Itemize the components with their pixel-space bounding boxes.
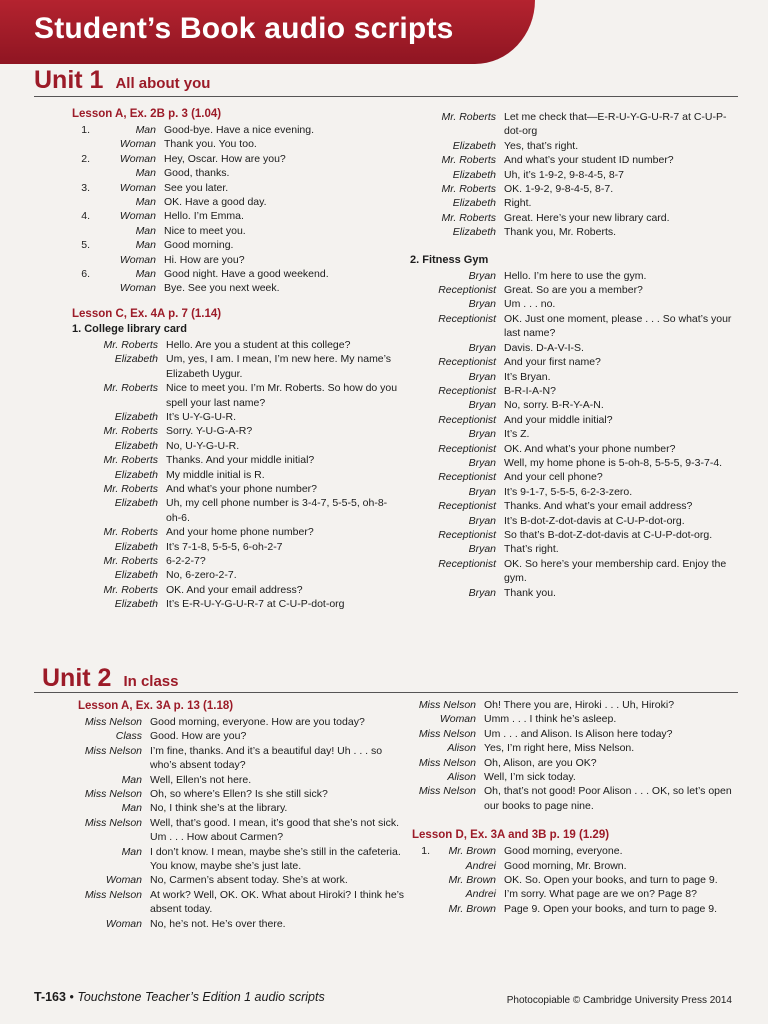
- speaker: Man: [121, 773, 142, 786]
- utterance: Yes, that’s right.: [504, 139, 579, 152]
- speaker: Bryan: [468, 298, 496, 311]
- dialogue-line: [78, 729, 408, 743]
- speaker: Mr. Roberts: [103, 425, 158, 438]
- utterance: And your cell phone?: [504, 471, 603, 484]
- dialogue-line: [72, 424, 402, 438]
- speaker: Man: [135, 167, 156, 180]
- dialogue-line: [78, 873, 408, 887]
- utterance: Good morning, Mr. Brown.: [504, 859, 627, 872]
- dialogue-line: [410, 456, 740, 470]
- unit1-number: Unit 1: [34, 66, 104, 94]
- dialogue-line: [412, 741, 742, 755]
- line-number: [412, 902, 432, 916]
- speaker: Woman: [105, 874, 142, 887]
- utterance: Thanks. And your middle initial?: [166, 454, 315, 467]
- dialogue-line: [72, 496, 402, 525]
- dialogue-line: [410, 312, 740, 341]
- dialogue-line: [78, 773, 408, 787]
- dialogue-line: [410, 586, 740, 600]
- utterance: Well, that’s good. I mean, it’s good that she’s not sick. Um . . . How about Carmen?: [150, 816, 400, 844]
- dialogue-line: [72, 597, 402, 611]
- dialogue-line: [78, 801, 408, 815]
- utterance: Um, yes, I am. I mean, I’m new here. My name’s Elizabeth Uygur.: [166, 353, 392, 380]
- unit1-title: All about you: [115, 75, 211, 92]
- unit1-right-column: [410, 110, 740, 600]
- speaker: Woman: [119, 253, 156, 266]
- speaker: Bryan: [468, 269, 496, 282]
- dialogue-u2-lessonD: [412, 844, 742, 916]
- dialogue-line: [72, 238, 402, 252]
- dialogue-line: [72, 554, 402, 568]
- dialogue-line: [412, 727, 742, 741]
- dialogue-line: [412, 784, 742, 813]
- dialogue-line: [410, 485, 740, 499]
- utterance: Thank you.: [504, 586, 556, 599]
- speaker: Bryan: [468, 428, 496, 441]
- footer-left: [34, 990, 325, 1004]
- speaker: Mr. Roberts: [103, 382, 158, 395]
- utterance: Good, thanks.: [164, 167, 230, 180]
- speaker: Man: [135, 268, 156, 281]
- dialogue-line: [72, 482, 402, 496]
- speaker: Receptionist: [438, 384, 496, 397]
- dialogue-line: [78, 816, 408, 845]
- line-number: [412, 873, 432, 887]
- book-title: Touchstone Teacher’s Edition 1 audio scripts: [77, 990, 325, 1004]
- utterance: No, U-Y-G-U-R.: [166, 439, 240, 452]
- dialogue-line: [72, 181, 402, 195]
- dialogue-line: [412, 844, 742, 858]
- line-number: 1.: [421, 845, 430, 858]
- utterance: Great. So are you a member?: [504, 284, 643, 297]
- utterance: Good. How are you?: [150, 730, 247, 743]
- speaker: Elizabeth: [114, 439, 158, 452]
- dialogue-line: [410, 470, 740, 484]
- unit2-right-column: [412, 698, 742, 916]
- utterance: Umm . . . I think he’s asleep.: [484, 713, 617, 726]
- dialogue-line: [72, 381, 402, 410]
- line-number: 6.: [81, 268, 90, 281]
- unit2-number: Unit 2: [42, 664, 112, 692]
- utterance: I’m fine, thanks. And it’s a beautiful day! Uh . . . so who’s absent today?: [150, 744, 383, 772]
- speaker: Alison: [447, 771, 476, 784]
- speaker: Elizabeth: [114, 468, 158, 481]
- speaker: Elizabeth: [114, 569, 158, 582]
- speaker: Elizabeth: [114, 497, 158, 510]
- utterance: Nice to meet you. I’m Mr. Roberts. So how do you spell your last name?: [166, 382, 398, 409]
- dialogue-line: [410, 283, 740, 297]
- speaker: Man: [121, 845, 142, 858]
- utterance: I’m sorry. What page are we on? Page 8?: [504, 888, 697, 901]
- utterance: Uh, it’s 1-9-2, 9-8-4-5, 8-7: [504, 168, 625, 181]
- dialogue-line: [72, 166, 402, 180]
- utterance: Good morning, everyone.: [504, 845, 623, 858]
- utterance: Let me check that—E-R-U-Y-G-U-R-7 at C-U-P-dot-org: [504, 111, 727, 138]
- unit2-title: In class: [123, 673, 179, 690]
- utterance: It’s U-Y-G-U-R.: [166, 410, 237, 423]
- speaker: Bryan: [468, 514, 496, 527]
- speaker: Mr. Roberts: [441, 211, 496, 224]
- utterance: No, Carmen’s absent today. She’s at work.: [150, 874, 348, 887]
- dialogue-line: [410, 557, 740, 586]
- speaker: Miss Nelson: [84, 716, 142, 728]
- dialogue-line: [72, 525, 402, 539]
- utterance: OK. Just one moment, please . . . So what’s your last name?: [504, 312, 732, 340]
- footer-bullet: •: [69, 990, 74, 1004]
- dialogue-line: [72, 583, 402, 597]
- utterance: And your home phone number?: [166, 526, 314, 539]
- speaker: Man: [135, 196, 156, 209]
- dialogue-line: [410, 355, 740, 369]
- utterance: Well, Ellen’s not here.: [150, 773, 252, 786]
- speaker: Woman: [119, 152, 156, 165]
- dialogue-line: [410, 384, 740, 398]
- speaker: Mr. Roberts: [103, 338, 158, 351]
- speaker: Man: [135, 239, 156, 252]
- unit2-left-column: [78, 696, 408, 931]
- dialogue-line: [72, 224, 402, 238]
- speaker: Receptionist: [438, 284, 496, 297]
- speaker: Miss Nelson: [84, 816, 142, 829]
- dialogue-line: [78, 744, 408, 773]
- speaker: Elizabeth: [114, 540, 158, 553]
- speaker: Woman: [105, 917, 142, 930]
- line-number: [412, 887, 432, 901]
- dialogue-line: [410, 427, 740, 441]
- dialogue-line: [410, 413, 740, 427]
- lesson-heading: Lesson C, Ex. 4A p. 7 (1.14): [72, 307, 222, 320]
- dialogue-line: [410, 153, 740, 167]
- speaker: Elizabeth: [114, 353, 158, 366]
- utterance: It’s Bryan.: [504, 370, 551, 383]
- lesson-heading: Lesson A, Ex. 2B p. 3 (1.04): [72, 108, 222, 120]
- speaker: Mr. Roberts: [441, 154, 496, 167]
- speaker: Miss Nelson: [418, 699, 476, 711]
- dialogue-line: [410, 297, 740, 311]
- utterance: Oh, Alison, are you OK?: [484, 756, 597, 769]
- dialogue-line: [412, 770, 742, 784]
- speaker: Miss Nelson: [84, 888, 142, 901]
- line-number: [72, 281, 92, 295]
- utterance: Hi. How are you?: [164, 253, 245, 266]
- speaker: Woman: [119, 138, 156, 151]
- dialogue-line: [72, 209, 402, 223]
- utterance: Good night. Have a good weekend.: [164, 268, 329, 281]
- page-number: T-163: [34, 990, 66, 1004]
- line-number: 4.: [81, 210, 90, 223]
- utterance: Hello. I’m Emma.: [164, 210, 244, 223]
- dialogue-line: [72, 439, 402, 453]
- dialogue-u1-library: [72, 338, 402, 612]
- utterance: OK. Have a good day.: [164, 196, 267, 209]
- utterance: OK. And your email address?: [166, 583, 303, 596]
- dialogue-u1-gym: [410, 269, 740, 600]
- unit1-rule: [34, 96, 738, 97]
- speaker: Woman: [439, 713, 476, 726]
- utterance: Hello. I’m here to use the gym.: [504, 269, 647, 282]
- speaker: Receptionist: [438, 413, 496, 426]
- dialogue-line: [410, 542, 740, 556]
- line-number: 5.: [81, 239, 90, 252]
- utterance: Um . . . and Alison. Is Alison here today?: [484, 727, 673, 740]
- dialogue-line: [72, 540, 402, 554]
- unit2-rule: [34, 692, 738, 693]
- utterance: OK. And what’s your phone number?: [504, 442, 676, 455]
- speaker: Elizabeth: [452, 168, 496, 181]
- utterance: Thanks. And what’s your email address?: [504, 500, 693, 513]
- dialogue-line: [410, 225, 740, 239]
- speaker: Receptionist: [438, 557, 496, 570]
- dialogue-line: [72, 281, 402, 295]
- dialogue-line: [410, 182, 740, 196]
- speaker: Elizabeth: [114, 410, 158, 423]
- line-number: [72, 166, 92, 180]
- utterance: Great. Here’s your new library card.: [504, 211, 670, 224]
- utterance: 6-2-2-7?: [166, 554, 206, 567]
- utterance: And your first name?: [504, 356, 601, 369]
- utterance: Right.: [504, 197, 532, 210]
- utterance: It’s E-R-U-Y-G-U-R-7 at C-U-P-dot-org: [166, 598, 345, 611]
- line-number: [72, 224, 92, 238]
- speaker: Miss Nelson: [418, 727, 476, 740]
- speaker: Mr. Brown: [448, 902, 496, 915]
- dialogue-line: [72, 267, 402, 281]
- utterance: No, 6-zero-2-7.: [166, 569, 237, 582]
- dialogue-line: [410, 168, 740, 182]
- utterance: It’s 7-1-8, 5-5-5, 6-oh-2-7: [166, 540, 283, 553]
- speaker: Woman: [119, 210, 156, 223]
- line-number: [72, 137, 92, 151]
- line-number: 2.: [81, 152, 90, 165]
- utterance: OK. 1-9-2, 9-8-4-5, 8-7.: [504, 183, 614, 196]
- dialogue-line: [72, 352, 402, 381]
- utterance: OK. So here’s your membership card. Enjoy the gym.: [504, 557, 727, 585]
- speaker: Man: [135, 124, 156, 136]
- section-heading: 2. Fitness Gym: [410, 253, 489, 266]
- utterance: And what’s your phone number?: [166, 482, 317, 495]
- utterance: It’s Z.: [504, 428, 530, 441]
- speaker: Receptionist: [438, 528, 496, 541]
- copyright: Photocopiable © Cambridge University Press 2014: [506, 995, 732, 1006]
- speaker: Alison: [447, 742, 476, 755]
- dialogue-line: [72, 410, 402, 424]
- utterance: Oh! There you are, Hiroki . . . Uh, Hiroki?: [484, 699, 675, 711]
- line-number: [72, 253, 92, 267]
- utterance: It’s 9-1-7, 5-5-5, 6-2-3-zero.: [504, 485, 633, 498]
- dialogue-line: [72, 453, 402, 467]
- title-banner: [0, 0, 535, 64]
- dialogue-line: [410, 196, 740, 210]
- dialogue-u1-library-cont: [410, 110, 740, 240]
- unit1-header: [34, 66, 210, 95]
- speaker: Mr. Roberts: [103, 583, 158, 596]
- speaker: Class: [115, 730, 142, 743]
- utterance: See you later.: [164, 181, 229, 194]
- dialogue-line: [410, 528, 740, 542]
- utterance: And what’s your student ID number?: [504, 154, 674, 167]
- lesson-heading: Lesson D, Ex. 3A and 3B p. 19 (1.29): [412, 829, 610, 842]
- dialogue-line: [410, 211, 740, 225]
- utterance: No, I think she’s at the library.: [150, 802, 288, 815]
- dialogue-u2-lessonA: [78, 715, 408, 931]
- speaker: Miss Nelson: [418, 756, 476, 769]
- speaker: Elizabeth: [452, 226, 496, 239]
- dialogue-line: [410, 341, 740, 355]
- dialogue-line: [412, 712, 742, 726]
- dialogue-line: [410, 370, 740, 384]
- utterance: It’s B-dot-Z-dot-davis at C-U-P-dot-org.: [504, 514, 685, 527]
- utterance: So that’s B-dot-Z-dot-davis at C-U-P-dot-org.: [504, 528, 713, 541]
- dialogue-line: [410, 442, 740, 456]
- utterance: Well, I’m sick today.: [484, 771, 576, 784]
- utterance: Hello. Are you a student at this college?: [166, 338, 351, 351]
- utterance: Thank you. You too.: [164, 138, 257, 151]
- utterance: That’s right.: [504, 543, 559, 556]
- utterance: Hey, Oscar. How are you?: [164, 152, 286, 165]
- utterance: Good morning, everyone. How are you today?: [150, 716, 365, 728]
- utterance: B-R-I-A-N?: [504, 384, 556, 397]
- utterance: I don’t know. I mean, maybe she’s still in the cafeteria. You know, maybe she’s just late.: [150, 845, 401, 873]
- speaker: Bryan: [468, 543, 496, 556]
- speaker: Receptionist: [438, 312, 496, 325]
- section-heading: 1. College library card: [72, 322, 187, 335]
- dialogue-line: [78, 787, 408, 801]
- speaker: Mr. Brown: [448, 845, 496, 858]
- utterance: Oh, so where’s Ellen? Is she still sick?: [150, 788, 328, 801]
- utterance: At work? Well, OK. OK. What about Hiroki? I think he’s absent today.: [150, 888, 405, 916]
- utterance: And your middle initial?: [504, 413, 613, 426]
- dialogue-line: [412, 698, 742, 712]
- speaker: Receptionist: [438, 356, 496, 369]
- speaker: Miss Nelson: [84, 744, 142, 757]
- line-number: 1.: [81, 124, 90, 136]
- speaker: Andrei: [465, 859, 496, 872]
- dialogue-line: [412, 756, 742, 770]
- dialogue-line: [78, 845, 408, 874]
- speaker: Bryan: [468, 485, 496, 498]
- utterance: Thank you, Mr. Roberts.: [504, 226, 617, 239]
- speaker: Mr. Roberts: [103, 482, 158, 495]
- dialogue-line: [72, 568, 402, 582]
- utterance: Davis. D-A-V-I-S.: [504, 341, 584, 354]
- dialogue-line: [410, 139, 740, 153]
- dialogue-line: [412, 859, 742, 873]
- utterance: Oh, that’s not good! Poor Alison . . . OK, so let’s open our books to page nine.: [484, 785, 732, 812]
- utterance: OK. So. Open your books, and turn to page 9.: [504, 874, 718, 887]
- utterance: Good-bye. Have a nice evening.: [164, 124, 315, 136]
- speaker: Mr. Roberts: [441, 111, 496, 123]
- speaker: Elizabeth: [114, 598, 158, 611]
- dialogue-line: [410, 110, 740, 139]
- lesson-heading: Lesson A, Ex. 3A p. 13 (1.18): [78, 700, 234, 712]
- speaker: Woman: [119, 181, 156, 194]
- dialogue-line: [412, 873, 742, 887]
- speaker: Woman: [119, 282, 156, 295]
- speaker: Miss Nelson: [84, 788, 142, 801]
- utterance: My middle initial is R.: [166, 468, 265, 481]
- line-number: 3.: [81, 181, 90, 194]
- speaker: Bryan: [468, 370, 496, 383]
- dialogue-line: [78, 715, 408, 729]
- speaker: Mr. Brown: [448, 874, 496, 887]
- speaker: Bryan: [468, 586, 496, 599]
- dialogue-line: [410, 398, 740, 412]
- utterance: Bye. See you next week.: [164, 282, 280, 295]
- utterance: Nice to meet you.: [164, 224, 246, 237]
- dialogue-line: [72, 123, 402, 137]
- dialogue-line: [410, 514, 740, 528]
- speaker: Bryan: [468, 399, 496, 412]
- utterance: Um . . . no.: [504, 298, 556, 311]
- dialogue-line: [72, 253, 402, 267]
- utterance: Sorry. Y-U-G-A-R?: [166, 425, 253, 438]
- dialogue-u1-lessonA: [72, 123, 402, 296]
- dialogue-line: [412, 887, 742, 901]
- speaker: Bryan: [468, 456, 496, 469]
- unit1-left-column: [72, 104, 402, 612]
- utterance: No, he’s not. He’s over there.: [150, 917, 286, 930]
- speaker: Elizabeth: [452, 197, 496, 210]
- unit2-header: [42, 664, 179, 693]
- dialogue-u2-lessonA-cont: [412, 698, 742, 813]
- speaker: Elizabeth: [452, 139, 496, 152]
- speaker: Receptionist: [438, 471, 496, 484]
- speaker: Mr. Roberts: [441, 183, 496, 196]
- speaker: Mr. Roberts: [103, 454, 158, 467]
- utterance: Uh, my cell phone number is 3-4-7, 5-5-5, oh-8-oh-6.: [166, 497, 388, 524]
- page-title: Student’s Book audio scripts: [34, 12, 454, 45]
- speaker: Man: [135, 224, 156, 237]
- dialogue-line: [72, 195, 402, 209]
- utterance: Well, my home phone is 5-oh-8, 5-5-5, 9-3-7-4.: [504, 456, 723, 469]
- dialogue-line: [410, 269, 740, 283]
- utterance: No, sorry. B-R-Y-A-N.: [504, 399, 604, 412]
- utterance: Yes, I’m right here, Miss Nelson.: [484, 742, 635, 755]
- speaker: Mr. Roberts: [103, 526, 158, 539]
- dialogue-line: [72, 152, 402, 166]
- speaker: Man: [121, 802, 142, 815]
- dialogue-line: [72, 137, 402, 151]
- utterance: Page 9. Open your books, and turn to page 9.: [504, 902, 718, 915]
- line-number: [72, 195, 92, 209]
- speaker: Andrei: [465, 888, 496, 901]
- dialogue-line: [412, 902, 742, 916]
- line-number: [412, 859, 432, 873]
- speaker: Receptionist: [438, 442, 496, 455]
- dialogue-line: [72, 338, 402, 352]
- speaker: Bryan: [468, 341, 496, 354]
- speaker: Mr. Roberts: [103, 554, 158, 567]
- dialogue-line: [72, 468, 402, 482]
- speaker: Miss Nelson: [418, 785, 476, 798]
- utterance: Good morning.: [164, 239, 234, 252]
- dialogue-line: [410, 499, 740, 513]
- speaker: Receptionist: [438, 500, 496, 513]
- dialogue-line: [78, 917, 408, 931]
- dialogue-line: [78, 888, 408, 917]
